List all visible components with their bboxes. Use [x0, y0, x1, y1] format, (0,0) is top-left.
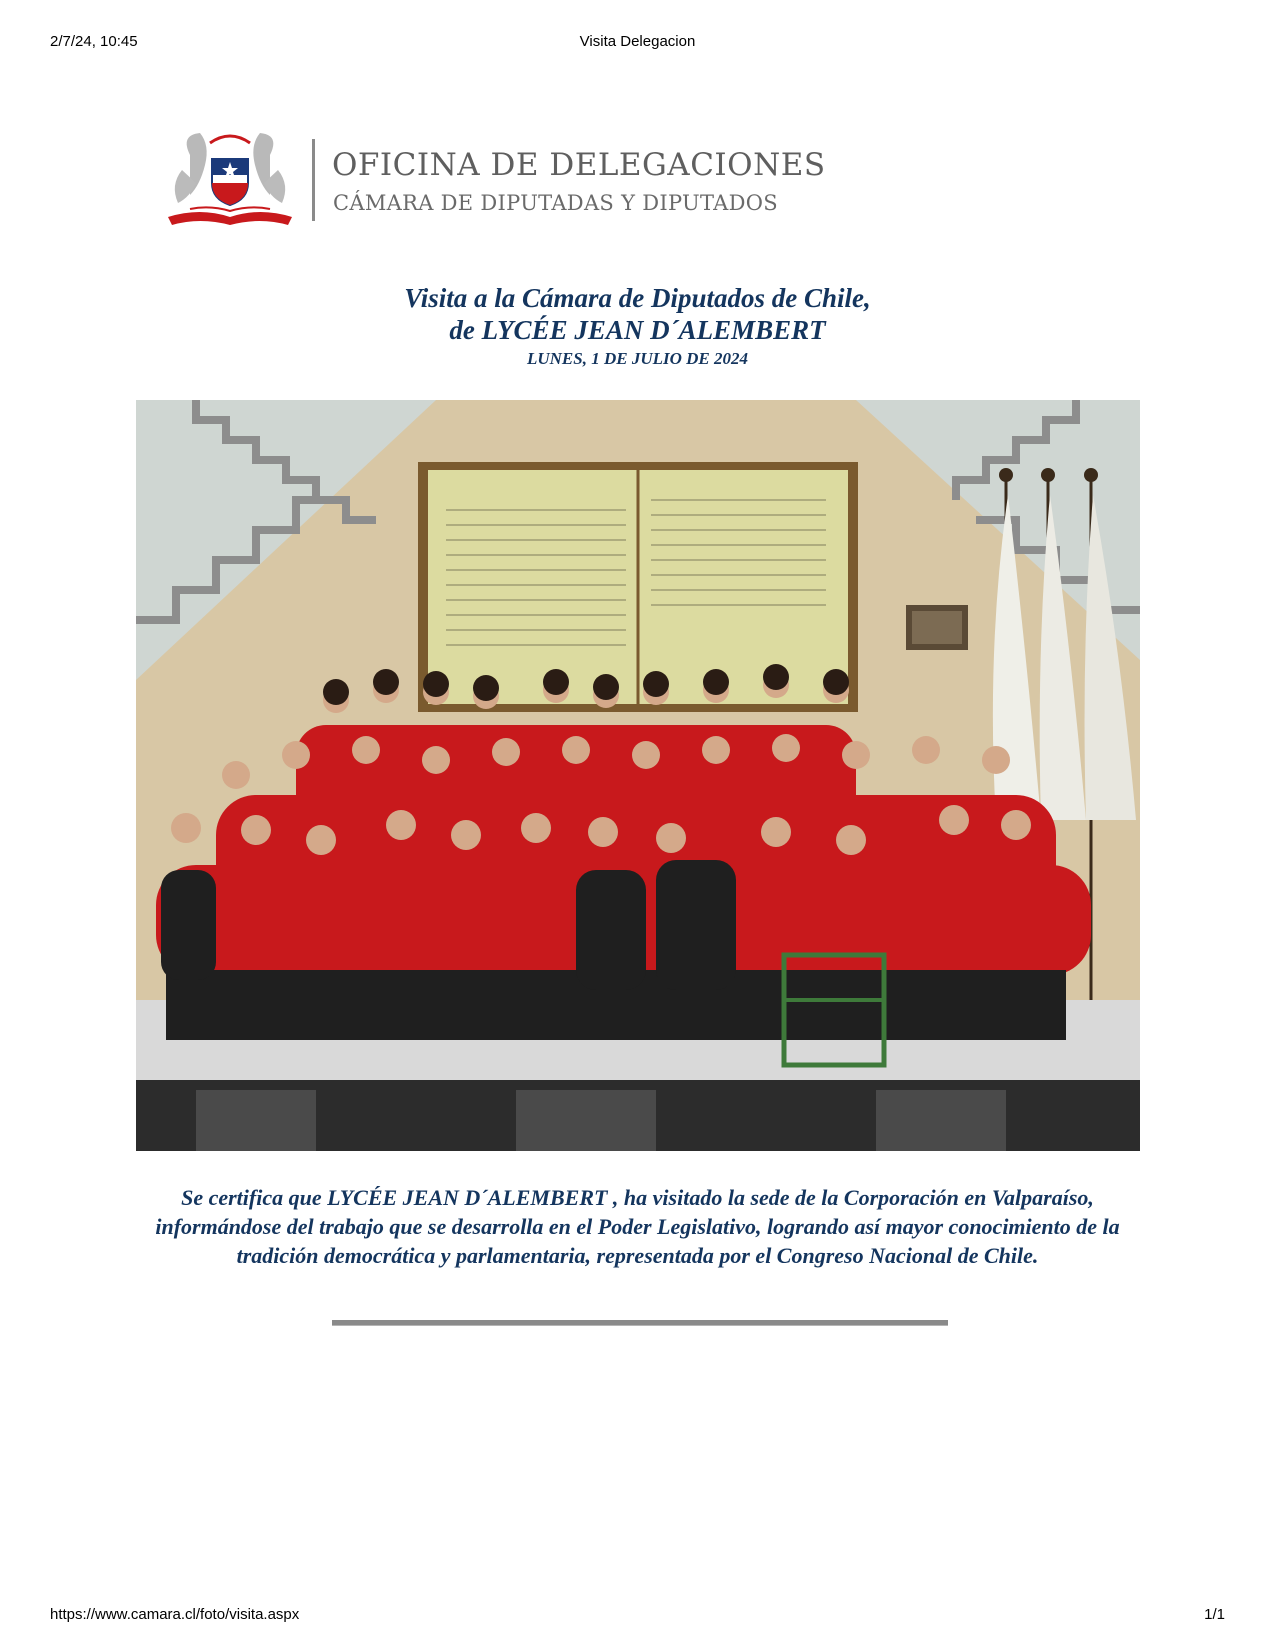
horizontal-rule — [332, 1320, 948, 1326]
print-footer — [50, 1606, 1225, 1626]
group-photo — [136, 400, 1140, 1151]
visit-heading — [0, 282, 1275, 372]
certificate-text: Se certifica que LYCÉE JEAN D´ALEMBERT , ha visitado la sede de la Corporación en Valparaíso, informándose del trabajo que se desarrolla en el Poder Legislativo, logrando así mayor conocimiento de la tradición democrática y parlamentaria, representada por el Congreso Nacional de Chile. — [155, 1185, 1120, 1268]
print-header — [50, 33, 1225, 53]
print-title: Visita Delegacion — [579, 33, 696, 50]
office-name: OFICINA DE DELEGACIONES — [332, 147, 826, 183]
page-number: 1/1 — [1204, 1606, 1225, 1623]
logo-divider — [312, 139, 315, 221]
print-url: https://www.camara.cl/foto/visita.aspx — [50, 1606, 300, 1623]
office-logo — [160, 125, 826, 230]
chamber-name: CÁMARA DE DIPUTADAS Y DIPUTADOS — [333, 191, 778, 215]
print-date: 2/7/24, 10:45 — [50, 33, 138, 50]
heading-line-1: Visita a la Cámara de Diputados de Chile, — [404, 283, 871, 313]
heading-line-2: de LYCÉE JEAN D´ALEMBERT — [449, 315, 826, 345]
visit-date: LUNES, 1 DE JULIO DE 2024 — [526, 349, 749, 368]
coat-of-arms-icon — [160, 125, 300, 230]
